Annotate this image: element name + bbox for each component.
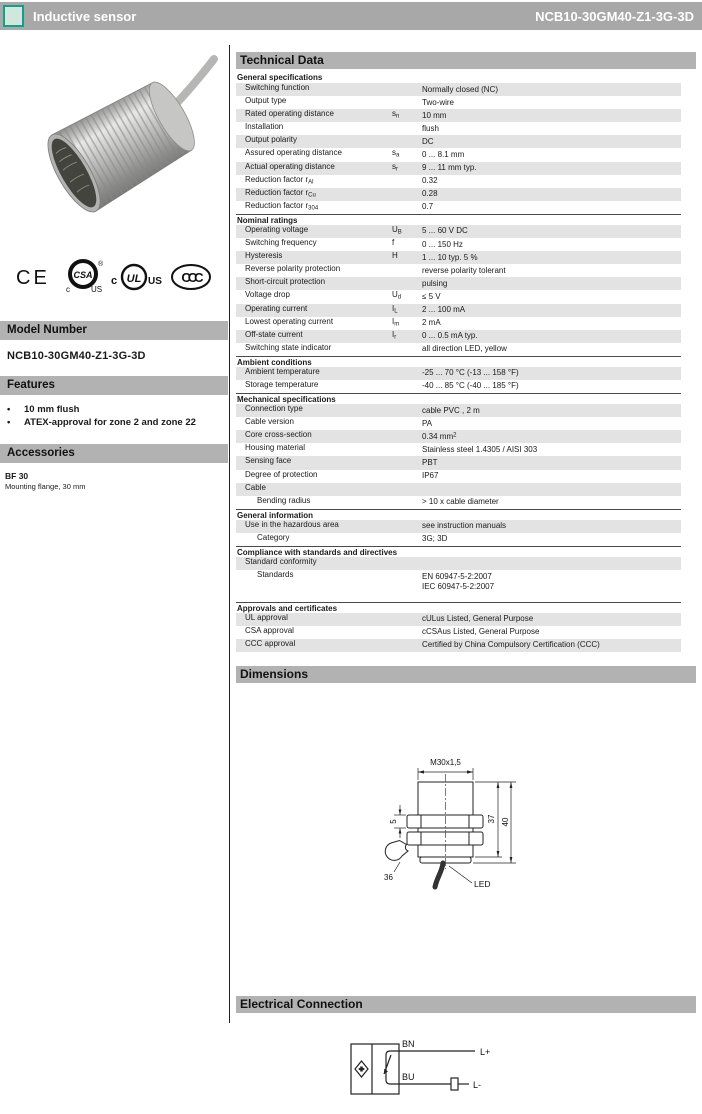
- spec-symbol: [392, 639, 422, 652]
- spec-row: [236, 175, 681, 188]
- spec-row: [236, 404, 681, 417]
- spec-section-name: Nominal ratings: [237, 215, 298, 225]
- spec-label: Bending radius: [257, 495, 311, 505]
- spec-row: [236, 533, 681, 546]
- spec-label: Category: [257, 532, 290, 542]
- spec-row: [236, 456, 681, 469]
- lminus-label: L-: [473, 1080, 482, 1091]
- spec-symbol: [392, 380, 422, 393]
- spec-value: 0.34 $mm^2$: [422, 431, 457, 441]
- spec-row: [236, 443, 681, 456]
- header-model-number: NCB10-30GM40-Z1-3G-3D: [535, 8, 694, 24]
- spec-label: Assured operating distance: [245, 148, 342, 158]
- spec-row: [236, 343, 681, 356]
- spec-value: Certified by China Compulsory Certification (CCC): [422, 640, 600, 650]
- spec-row: [236, 251, 681, 264]
- csa-c-text: c: [66, 285, 71, 294]
- spec-symbol: [392, 496, 422, 509]
- spec-value: Normally closed (NC): [422, 84, 499, 94]
- accessories-section-header: Accessories: [0, 444, 228, 463]
- spec-row: [236, 639, 681, 652]
- spec-section-header: [236, 356, 681, 367]
- spec-value: 9 ... 11 mm typ.: [422, 163, 477, 173]
- spec-label: Degree of protection: [245, 469, 318, 479]
- left-column: [0, 45, 228, 491]
- spec-row: [236, 330, 681, 343]
- spec-label: Standards: [257, 570, 294, 580]
- spec-symbol: $I_m$: [392, 316, 400, 328]
- spec-symbol: [392, 96, 422, 109]
- spec-row: [236, 626, 681, 639]
- spec-label: Switching function: [245, 83, 310, 92]
- spec-row: [236, 83, 681, 96]
- spec-row: [236, 520, 681, 533]
- product-photo: [12, 51, 218, 228]
- spec-value: PBT: [422, 457, 438, 467]
- spec-symbol: [392, 175, 422, 188]
- spec-value: ≤ 5 V: [422, 291, 441, 301]
- spec-row: [236, 470, 681, 483]
- spec-value: all direction LED, yellow: [422, 344, 507, 354]
- spec-label: Short-circuit protection: [245, 277, 326, 287]
- spec-label: Operating current: [245, 303, 308, 313]
- dimensions-header: Dimensions: [236, 666, 696, 683]
- wiring-diagram: [339, 1034, 549, 1114]
- spec-value: 0.7: [422, 202, 434, 212]
- spec-symbol: [392, 533, 422, 546]
- wrench-size-label: 36: [384, 873, 393, 883]
- spec-label: Storage temperature: [245, 379, 319, 389]
- spec-row: [236, 225, 681, 238]
- page-header: [0, 2, 702, 30]
- spec-value: [422, 557, 681, 570]
- spec-label: Hysteresis: [245, 251, 283, 261]
- csa-mark-text: CSA: [73, 270, 93, 280]
- brand-square-icon: [3, 5, 24, 27]
- spec-value: EN 60947-5-2:2007 IEC 60947-5-2:2007: [422, 571, 495, 592]
- bn-label: BN: [402, 1039, 415, 1050]
- technical-data-header: Technical Data: [236, 52, 696, 69]
- spec-symbol: [392, 557, 422, 570]
- spec-row: [236, 162, 681, 175]
- spec-label: Lowest operating current: [245, 316, 334, 326]
- spec-section-name: Compliance with standards and directives: [237, 548, 398, 557]
- csa-reg-text: ®: [98, 261, 104, 268]
- nut-thickness-label: 5: [389, 819, 398, 824]
- spec-symbol: f: [392, 238, 395, 248]
- spec-section-name: General specifications: [237, 73, 323, 82]
- spec-section-name: Ambient conditions: [237, 357, 312, 367]
- spec-value: reverse polarity tolerant: [422, 265, 506, 275]
- spec-section-name: Approvals and certificates: [237, 603, 338, 613]
- bullet-icon: •: [7, 417, 11, 428]
- spec-label: Connection type: [245, 404, 303, 414]
- spec-row: [236, 148, 681, 161]
- spec-symbol: [392, 122, 422, 135]
- technical-data-table: [236, 72, 681, 652]
- spec-row: [236, 277, 681, 290]
- spec-row: [236, 135, 681, 148]
- spec-label: Core cross-section: [245, 430, 312, 440]
- spec-label: Installation: [245, 122, 284, 132]
- ccc-mark: [168, 261, 214, 293]
- spec-value: -40 ... 85 °C (-40 ... 185 °F): [422, 381, 519, 391]
- spec-row: [236, 570, 681, 593]
- spec-row: [236, 304, 681, 317]
- spec-row: [236, 367, 681, 380]
- spec-symbol: [392, 135, 422, 148]
- wrench-icon: [385, 841, 408, 861]
- spec-value: 2 ... 100 mA: [422, 305, 466, 314]
- spec-label: Rated operating distance: [245, 109, 334, 119]
- accessory-item: [0, 471, 228, 491]
- spec-value: 0.32: [422, 176, 438, 186]
- model-number-value: NCB10-30GM40-Z1-3G-3D: [7, 350, 146, 362]
- spec-symbol: [392, 188, 422, 201]
- spec-value: 2 mA: [422, 318, 441, 328]
- feature-item: • 10 mm flush: [7, 404, 80, 415]
- column-divider: [229, 45, 230, 1023]
- spec-label: UL approval: [245, 612, 288, 622]
- spec-symbol: $s_r$: [392, 161, 398, 173]
- spec-row: [236, 238, 681, 251]
- spec-value: 5 ... 60 V DC: [422, 226, 468, 236]
- ccc-mark-text: CCC: [181, 270, 201, 285]
- spec-value: IP67: [422, 471, 439, 481]
- spec-value: > 10 x cable diameter: [422, 497, 499, 507]
- spec-symbol: [392, 570, 422, 593]
- spec-row: [236, 430, 681, 443]
- spec-value: see instruction manuals: [422, 521, 507, 531]
- spec-value: cCSAus Listed, General Purpose: [422, 627, 540, 637]
- csa-mark: [61, 256, 105, 298]
- spec-label: Use in the hazardous area: [245, 519, 339, 529]
- spec-value: 1 ... 10 typ. 5 %: [422, 252, 478, 262]
- spec-symbol: [392, 83, 422, 96]
- spec-value: Stainless steel 1.4305 / AISI 303: [422, 444, 538, 454]
- spec-value: -25 ... 70 °C (-13 ... 158 °F): [422, 368, 519, 378]
- spec-row: [236, 483, 681, 496]
- spec-symbol: $I_r$: [392, 329, 397, 341]
- spec-symbol: [392, 626, 422, 639]
- bu-label: BU: [402, 1072, 415, 1083]
- spec-symbol: [392, 264, 422, 277]
- spec-section-name: General information: [237, 510, 314, 520]
- spec-value: 0 ... 0.5 mA typ.: [422, 331, 478, 341]
- spec-section-header: [236, 602, 681, 613]
- spec-symbol: [392, 201, 422, 214]
- accessory-description: Mounting flange, 30 mm: [5, 482, 86, 491]
- spec-label: Actual operating distance: [245, 161, 335, 171]
- approval-logos: [14, 254, 214, 300]
- spec-label: Cable version: [245, 417, 294, 427]
- spec-label: Reverse polarity protection: [245, 264, 341, 274]
- spec-row: [236, 496, 681, 509]
- spec-symbol: $s_n$: [392, 109, 400, 120]
- spec-label: CSA approval: [245, 625, 294, 635]
- load-symbol: [451, 1078, 458, 1090]
- product-type-title: Inductive sensor: [33, 8, 137, 24]
- csa-us-text: US: [91, 285, 103, 294]
- spec-section-name: Mechanical specifications: [237, 395, 336, 405]
- spec-row: [236, 417, 681, 430]
- spec-value: 0.28: [422, 189, 438, 199]
- spec-value: cable PVC , 2 m: [422, 405, 480, 415]
- spec-symbol: [392, 613, 422, 626]
- spec-row: [236, 188, 681, 201]
- spec-symbol: [392, 367, 422, 380]
- sensor-photo-illustration: [12, 51, 217, 223]
- spec-label: Output polarity: [245, 135, 298, 145]
- spec-symbol: [392, 456, 422, 469]
- dimension-drawing: [350, 739, 540, 899]
- led-label: LED: [474, 879, 491, 890]
- spec-section-header: [236, 509, 681, 520]
- spec-row: [236, 109, 681, 122]
- ce-mark: [14, 262, 56, 292]
- spec-row: [236, 380, 681, 393]
- ul-mark: [111, 259, 163, 295]
- features-list: [0, 403, 228, 429]
- spec-section-header: [236, 214, 681, 225]
- spec-symbol: $I_L$: [392, 303, 398, 314]
- spec-value: PA: [422, 418, 433, 428]
- spec-label: Reduction factor $r_{Al}$: [245, 174, 314, 186]
- spec-value: cULus Listed, General Purpose: [422, 614, 534, 624]
- ce-mark-text: CE: [16, 267, 50, 289]
- spec-value: 10 mm: [422, 110, 447, 120]
- spec-value: 0 ... 150 Hz: [422, 239, 463, 249]
- spec-symbol: [392, 520, 422, 533]
- spec-label: Cable: [245, 482, 266, 492]
- ul-us-text: US: [147, 276, 162, 287]
- accessories-list: [0, 471, 228, 491]
- spec-value: flush: [422, 123, 439, 133]
- length-37-label: 37: [487, 814, 496, 824]
- spec-value: pulsing: [422, 278, 448, 288]
- spec-row: [236, 264, 681, 277]
- spec-value: 3G; 3D: [422, 534, 448, 544]
- ul-mark-text: UL: [126, 273, 141, 285]
- feature-item: • ATEX-approval for zone 2 and zone 22: [7, 417, 196, 428]
- lplus-label: L+: [480, 1047, 491, 1058]
- spec-symbol: $U_d$: [392, 290, 402, 301]
- spec-row: [236, 290, 681, 303]
- spec-value: [422, 483, 681, 496]
- spec-value: Two-wire: [422, 97, 455, 107]
- spec-label: Switching state indicator: [245, 342, 332, 352]
- spec-label: Housing material: [245, 443, 306, 453]
- spec-section-header: [236, 546, 681, 557]
- spec-symbol: [392, 443, 422, 456]
- drawing-cable: [435, 863, 443, 887]
- spec-symbol: [392, 277, 422, 290]
- right-column: [236, 52, 696, 1114]
- spec-row: [236, 557, 681, 570]
- spec-symbol: [392, 343, 422, 356]
- spec-symbol: [392, 483, 422, 496]
- spec-value: 0 ... 8.1 mm: [422, 149, 465, 159]
- spec-label: Standard conformity: [245, 557, 317, 566]
- model-number-section-header: Model Number: [0, 321, 228, 340]
- thread-dimension-label: M30x1,5: [430, 758, 461, 768]
- spec-symbol: $s_a$: [392, 148, 400, 159]
- spec-label: Operating voltage: [245, 224, 309, 234]
- spec-row: [236, 96, 681, 109]
- spec-symbol: [392, 417, 422, 430]
- electrical-connection-header: Electrical Connection: [236, 996, 696, 1013]
- spec-label: Off-state current: [245, 329, 303, 339]
- accessory-name: BF 30: [5, 471, 29, 481]
- spec-symbol: [392, 470, 422, 483]
- spec-symbol: $U_B$: [392, 224, 402, 236]
- spec-label: Reduction factor $r_{304}$: [245, 200, 319, 212]
- spec-label: Sensing face: [245, 456, 292, 466]
- ul-c-text: c: [110, 275, 117, 287]
- spec-row: [236, 201, 681, 214]
- spec-section-header: [236, 393, 681, 404]
- length-40-label: 40: [501, 817, 510, 827]
- spec-row: [236, 122, 681, 135]
- spec-label: Switching frequency: [245, 238, 317, 248]
- spec-label: Output type: [245, 96, 287, 106]
- spec-label: Reduction factor $r_{Cu}$: [245, 187, 316, 199]
- spec-section-header: [236, 72, 681, 83]
- spec-symbol: [392, 430, 422, 443]
- spec-row: [236, 613, 681, 626]
- features-section-header: Features: [0, 376, 228, 395]
- spec-label: Ambient temperature: [245, 366, 320, 376]
- spec-label: Voltage drop: [245, 290, 290, 300]
- spec-value: DC: [422, 136, 434, 146]
- spec-label: CCC approval: [245, 638, 296, 648]
- bullet-icon: •: [7, 404, 11, 415]
- spec-symbol: [392, 404, 422, 417]
- spec-symbol: H: [392, 251, 398, 261]
- spec-row: [236, 317, 681, 330]
